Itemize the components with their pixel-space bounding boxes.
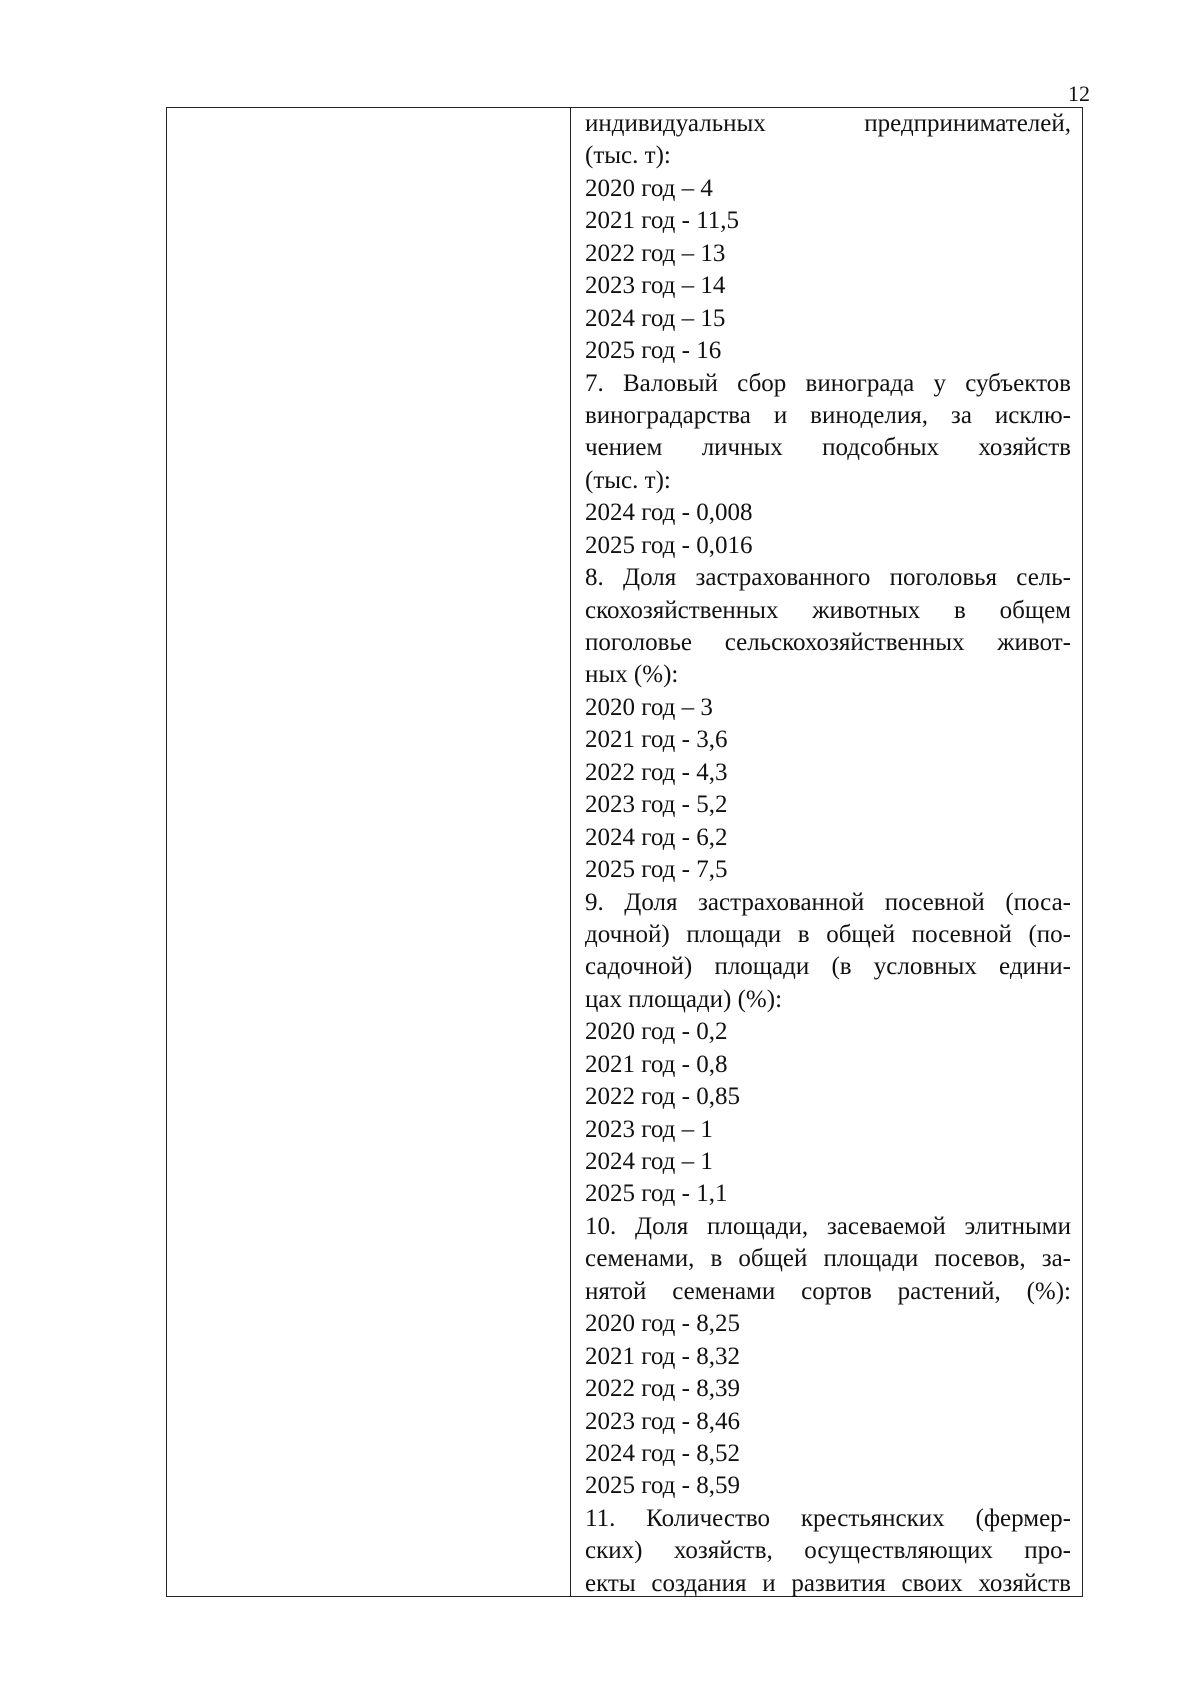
text-line: индивидуальных предпринимателей, — [585, 110, 1071, 137]
text-line: 2020 год - 0,2 — [585, 1018, 728, 1046]
text-line: 2025 год - 8,59 — [585, 1472, 740, 1500]
text-line: 2022 год - 0,85 — [585, 1083, 740, 1111]
text-line: 2021 год - 0,8 — [585, 1050, 728, 1078]
indicator-text — [585, 108, 1071, 1600]
text-line: чением личных подсобных хозяйств — [585, 434, 1071, 462]
text-line: 2021 год - 11,5 — [585, 207, 740, 235]
table-left-column — [167, 108, 571, 1596]
text-line: виноградарства и виноделия, за исклю- — [585, 401, 1071, 429]
text-line: скохозяйственных животных в общем — [585, 596, 1071, 624]
text-line: (тыс. т): — [585, 466, 671, 494]
text-line: 2024 год - 0,008 — [585, 499, 753, 527]
text-line: 2023 год - 5,2 — [585, 791, 728, 819]
document-table — [166, 107, 1083, 1597]
text-line: поголовье сельскохозяйственных живот- — [585, 629, 1071, 656]
text-line: 2025 год - 1,1 — [585, 1180, 728, 1208]
text-line: семенами, в общей площади посевов, за- — [585, 1245, 1071, 1273]
page-number: 12 — [1068, 81, 1090, 106]
text-line: (тыс. т): — [585, 142, 671, 170]
text-line: 2023 год – 14 — [585, 272, 726, 300]
text-line: 2021 год - 3,6 — [585, 726, 728, 754]
text-line: 2025 год - 0,016 — [585, 531, 753, 559]
text-line: 11. Количество крестьянских (фермер- — [585, 1504, 1071, 1532]
text-line: 2020 год – 4 — [585, 174, 713, 202]
text-line: 8. Доля застрахованного поголовья сель- — [585, 564, 1071, 592]
text-line: 2024 год – 1 — [585, 1148, 713, 1175]
table-right-column — [571, 108, 1082, 1596]
text-line: 2022 год - 8,39 — [585, 1375, 740, 1403]
text-line: цах площади) (%): — [585, 985, 783, 1013]
text-line: 2020 год – 3 — [585, 693, 713, 721]
text-line: ских) хозяйств, осуществляющих про- — [585, 1537, 1071, 1565]
text-line: 2025 год - 7,5 — [585, 856, 728, 884]
text-line: 9. Доля застрахованной посевной (поса- — [585, 888, 1071, 916]
text-line: дочной) площади в общей посевной (по- — [585, 920, 1071, 948]
text-line: 2024 год - 8,52 — [585, 1439, 740, 1467]
text-line: 2022 год – 13 — [585, 239, 726, 267]
text-line: садочной) площади (в условных едини- — [585, 953, 1071, 981]
text-line: 10. Доля площади, засеваемой элитными — [585, 1212, 1071, 1240]
text-line: 2021 год - 8,32 — [585, 1342, 740, 1370]
text-line: ных (%): — [585, 661, 679, 689]
text-line: 2025 год - 16 — [585, 337, 722, 365]
text-line: 7. Валовый сбор винограда у субъектов — [585, 369, 1071, 397]
text-line: 2024 год – 15 — [585, 304, 726, 332]
text-line: нятой семенами сортов растений, (%): — [585, 1277, 1071, 1305]
text-line: 2023 год – 1 — [585, 1115, 713, 1143]
text-line: 2022 год - 4,3 — [585, 758, 728, 786]
text-line: екты создания и развития своих хозяйств — [585, 1569, 1071, 1597]
text-line: 2023 год - 8,46 — [585, 1407, 740, 1435]
text-line: 2020 год - 8,25 — [585, 1310, 740, 1338]
text-line: 2024 год - 6,2 — [585, 823, 728, 851]
